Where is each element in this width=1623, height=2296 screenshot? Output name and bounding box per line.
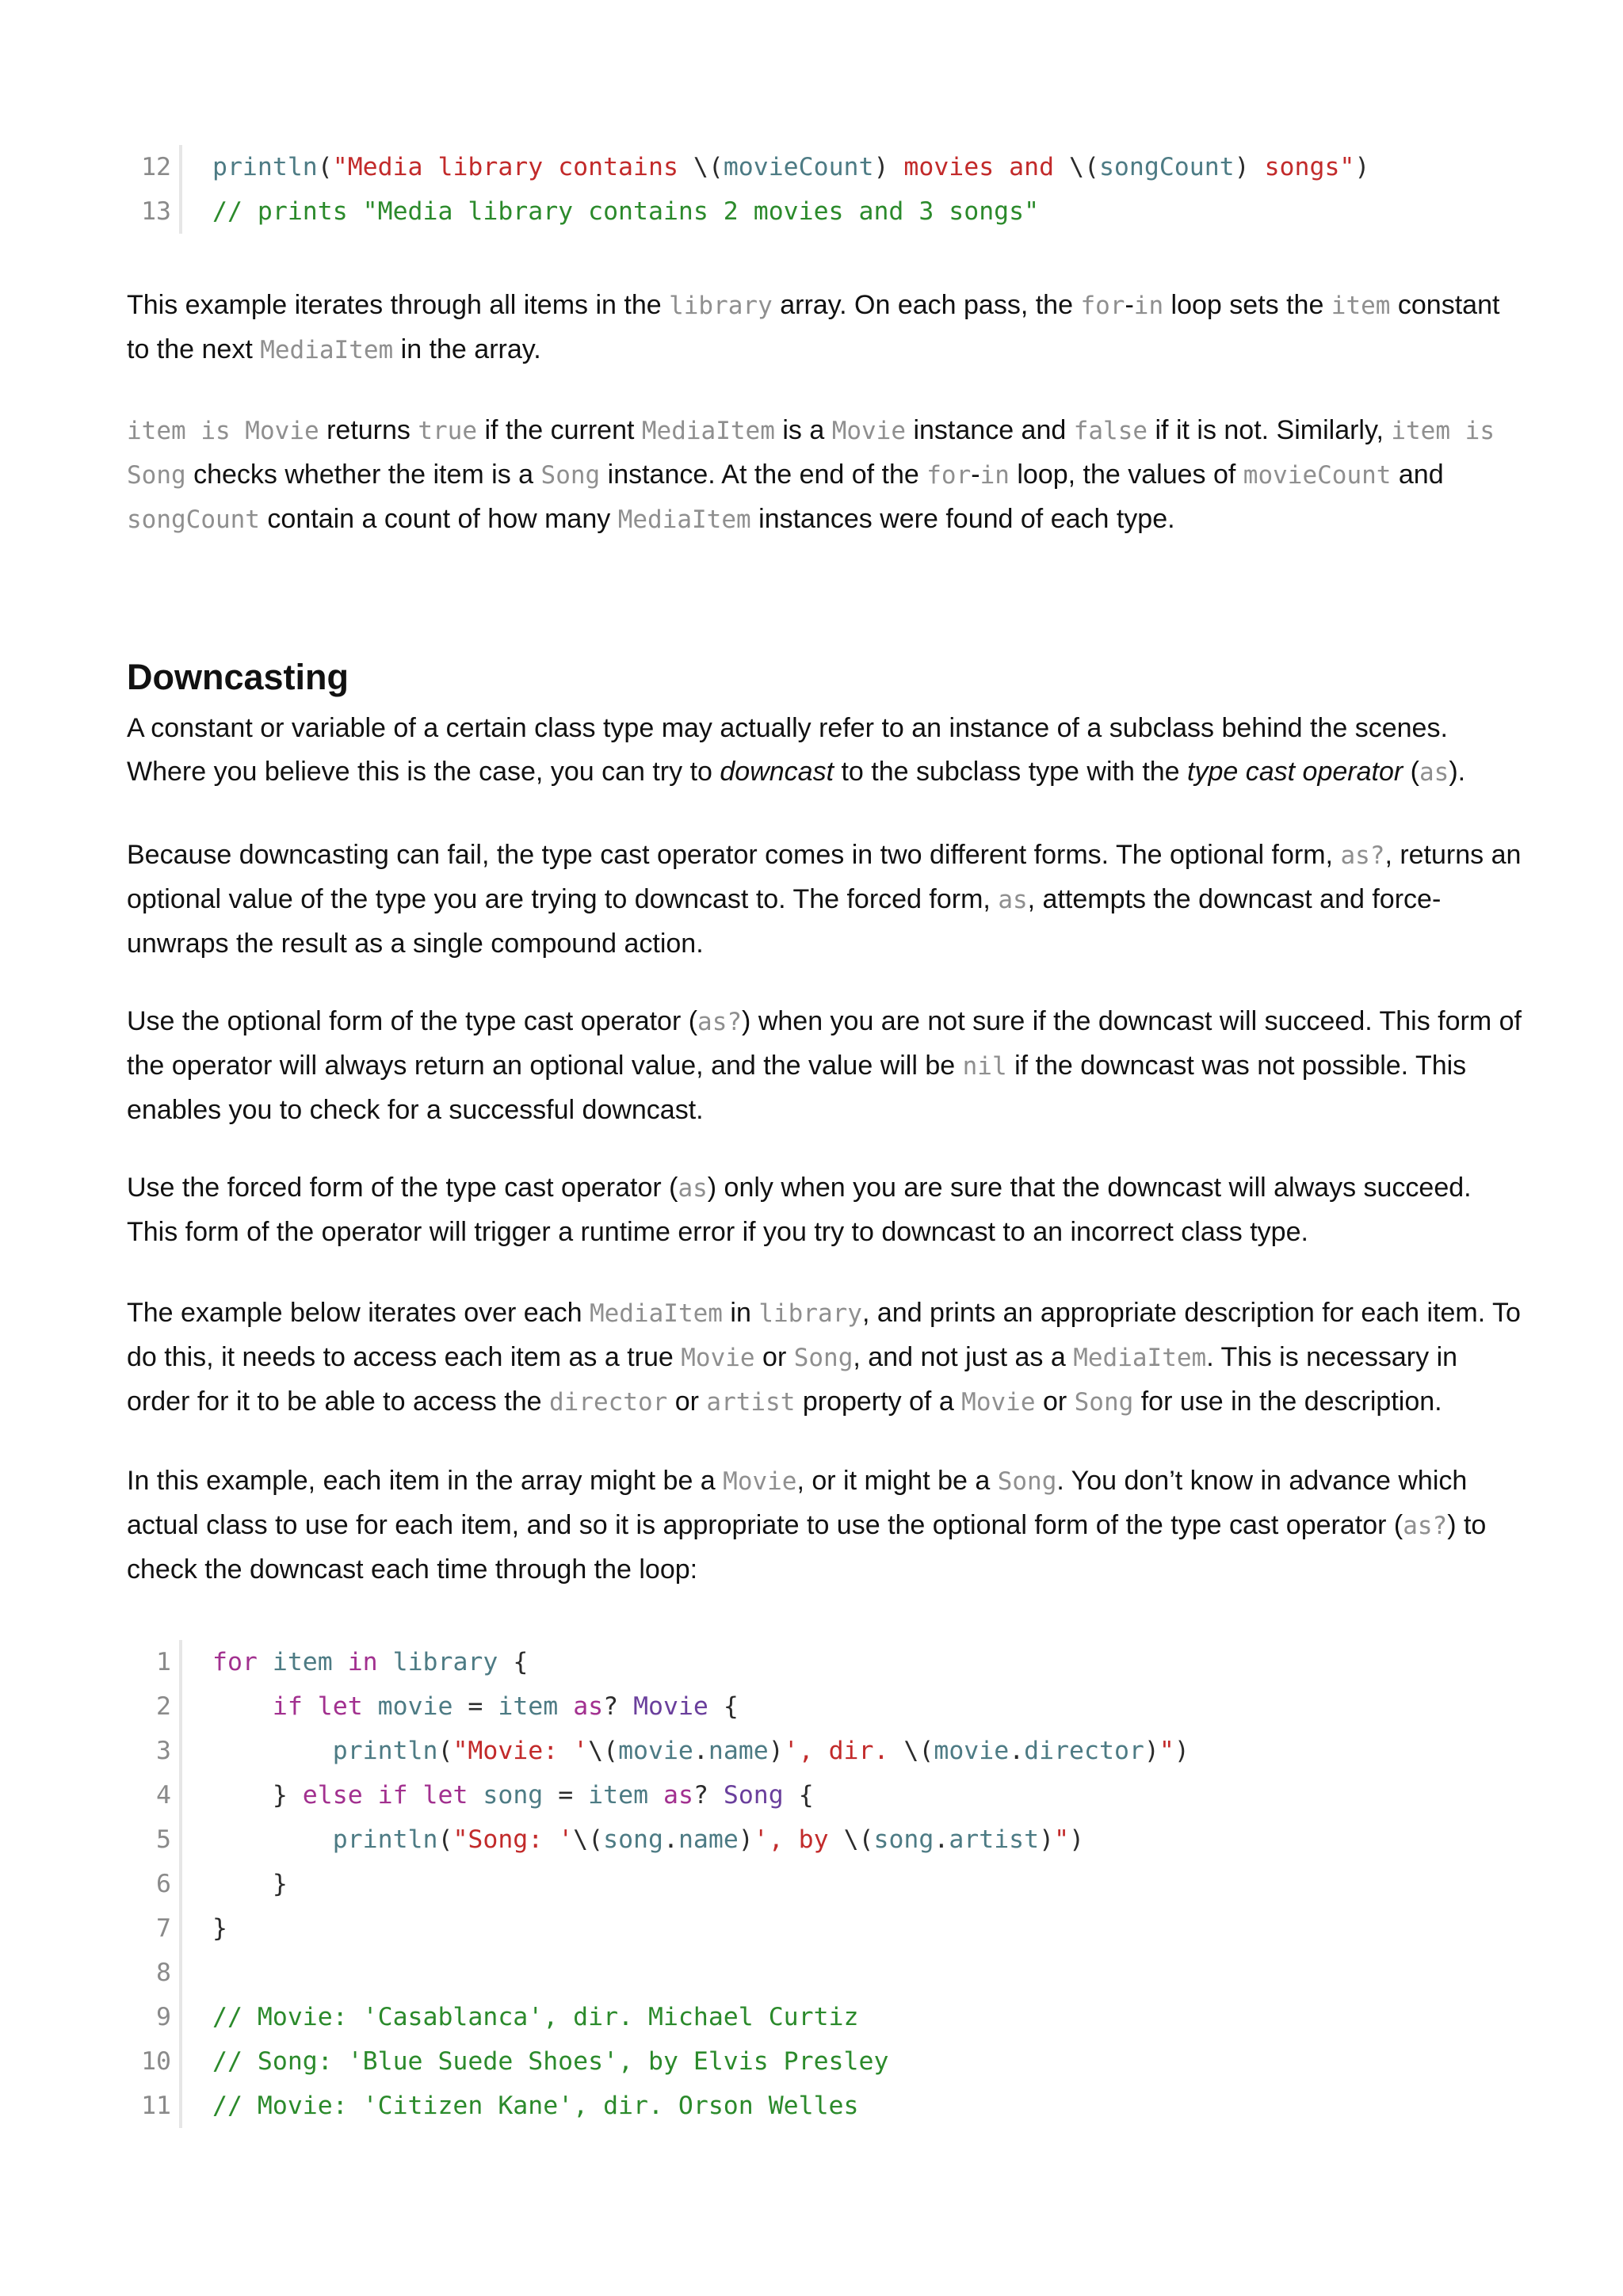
code-token: ) <box>1039 1825 1055 1854</box>
code-token: songs" <box>1249 153 1355 181</box>
paragraph-iteration <box>127 284 1522 372</box>
code-token: } <box>212 1781 303 1810</box>
inline-code: Song <box>997 1467 1057 1496</box>
paragraph-each-item <box>127 1459 1522 1592</box>
code-text <box>212 1640 528 1684</box>
code-token <box>212 1825 333 1854</box>
paragraph-text: ) when you are not sure if the downcast will succeed. This form of the operator will always return an optional value, and the value will be <box>127 1006 1522 1081</box>
paragraph-text: loop sets the <box>1163 290 1331 320</box>
code-token: songCount <box>1098 153 1235 181</box>
code-token: item <box>498 1692 559 1721</box>
paragraph-text: in <box>722 1298 759 1328</box>
code-token: movie <box>618 1737 693 1765</box>
inline-code: false <box>1073 417 1148 445</box>
paragraph-text: loop, the values of <box>1009 460 1243 490</box>
code-token: { <box>708 1692 739 1721</box>
line-number: 8 <box>156 1958 171 1987</box>
code-token: \( <box>588 1737 619 1765</box>
code-token <box>258 1648 273 1676</box>
line-number: 6 <box>156 1870 171 1898</box>
code-text <box>212 2084 858 2128</box>
code-token: { <box>498 1648 529 1676</box>
code-token: ) <box>1354 153 1370 181</box>
inline-code: in <box>1133 292 1164 320</box>
paragraph-text: ) to check the downcast each time through the loop: <box>127 1510 1487 1585</box>
paragraph-downcast-intro <box>127 707 1522 795</box>
code-text <box>212 1906 227 1951</box>
code-token: name <box>678 1825 739 1854</box>
code-token <box>363 1692 378 1721</box>
code-token: if <box>377 1781 408 1810</box>
inline-code: director <box>548 1388 668 1417</box>
paragraph-text: instance and <box>906 415 1074 445</box>
code-token: ) <box>738 1825 754 1854</box>
code-token: println <box>332 1825 438 1854</box>
inline-code: as <box>678 1174 708 1203</box>
code-token: director <box>1024 1737 1144 1765</box>
code-token <box>408 1781 423 1810</box>
line-number: 9 <box>156 2003 171 2031</box>
paragraph-text: if the current <box>477 415 642 445</box>
code-token: in <box>347 1648 378 1676</box>
inline-code: Movie <box>961 1388 1036 1417</box>
code-token: as <box>663 1781 693 1810</box>
code-text <box>212 1729 1190 1773</box>
inline-code: as <box>998 886 1028 914</box>
paragraph-text: , and not just as a <box>853 1342 1074 1372</box>
code-token: // Movie: 'Casablanca', dir. Michael Curtiz <box>212 2003 859 2031</box>
line-number: 11 <box>141 2092 171 2120</box>
code-token: = <box>453 1692 498 1721</box>
inline-code: for <box>1080 292 1125 320</box>
inline-code: movieCount <box>1243 461 1392 490</box>
code-token: ) <box>1174 1737 1190 1765</box>
paragraph-text: constant to the next <box>127 290 1500 364</box>
paragraph-text: ( <box>1403 757 1419 787</box>
line-number: 10 <box>141 2047 171 2076</box>
paragraph-text: . You don’t know in advance which actual class to use for each item, and so it is appropriate to use the optional form of the type cast operator ( <box>127 1466 1468 1540</box>
code-token: ) <box>1069 1825 1085 1854</box>
code-token: ) <box>873 153 889 181</box>
inline-code: as <box>1419 758 1449 787</box>
paragraph-text: , and prints an appropriate description for each item. To do this, it needs to access each item as a true <box>127 1298 1521 1372</box>
paragraph-text: In this example, each item in the array might be a <box>127 1466 724 1496</box>
code-gutter-rule <box>179 145 182 189</box>
inline-code: Song <box>540 461 601 490</box>
code-token: "Movie: ' <box>453 1737 589 1765</box>
code-token: movie <box>934 1737 1010 1765</box>
code-token: \( <box>1069 153 1099 181</box>
paragraph-text: is a <box>774 415 832 445</box>
code-token: println <box>332 1737 438 1765</box>
code-gutter-rule <box>179 1773 182 1817</box>
code-token: ) <box>768 1737 784 1765</box>
inline-code: MediaItem <box>1073 1344 1207 1372</box>
code-token: . <box>1009 1737 1025 1765</box>
code-token: ) <box>1234 153 1250 181</box>
code-token <box>212 1692 273 1721</box>
code-token: " <box>1159 1737 1174 1765</box>
paragraph-text: This example iterates through all items in the <box>127 290 670 320</box>
code-text <box>212 189 1039 234</box>
inline-code: nil <box>962 1052 1007 1081</box>
section-heading-downcasting: Downcasting <box>127 657 349 697</box>
line-number: 4 <box>156 1781 171 1810</box>
code-text <box>212 1684 739 1729</box>
code-text <box>212 145 1369 189</box>
paragraph-type-check <box>127 409 1522 542</box>
inline-code: as? <box>1340 841 1385 870</box>
paragraph-text: in the array. <box>393 334 541 364</box>
code-token: name <box>708 1737 769 1765</box>
line-number: 3 <box>156 1737 171 1765</box>
code-token: as <box>573 1692 604 1721</box>
code-token: ( <box>317 153 333 181</box>
inline-code: as? <box>1403 1512 1448 1540</box>
paragraph-text: Use the forced form of the type cast operator ( <box>127 1173 678 1203</box>
code-gutter-rule <box>179 1951 182 1995</box>
code-token: // Song: 'Blue Suede Shoes', by Elvis Presley <box>212 2047 889 2076</box>
code-token <box>558 1692 573 1721</box>
line-number: 2 <box>156 1692 171 1721</box>
paragraph-text: array. On each pass, the <box>772 290 1081 320</box>
code-token: ? <box>693 1781 724 1810</box>
code-token: artist <box>949 1825 1040 1854</box>
code-token: \( <box>843 1825 874 1854</box>
code-token: \( <box>903 1737 934 1765</box>
paragraph-text: instance. At the end of the <box>600 460 927 490</box>
inline-code: as? <box>697 1008 743 1036</box>
code-token: " <box>1054 1825 1070 1854</box>
line-number: 7 <box>156 1914 171 1943</box>
code-token: Movie <box>633 1692 708 1721</box>
code-token <box>333 1648 348 1676</box>
paragraph-text: or <box>754 1342 794 1372</box>
inline-code: MediaItem <box>617 505 751 534</box>
code-token: // Movie: 'Citizen Kane', dir. Orson Welles <box>212 2092 859 2120</box>
inline-code: artist <box>706 1388 796 1417</box>
code-token: item <box>588 1781 649 1810</box>
code-token: Song <box>723 1781 784 1810</box>
paragraph-text: - <box>1125 290 1134 320</box>
paragraph-text: ). <box>1449 757 1466 787</box>
inline-code: Movie <box>831 417 907 445</box>
paragraph-text: , or it might be a <box>796 1466 998 1496</box>
inline-code: Movie <box>681 1344 755 1372</box>
code-token: ( <box>437 1825 453 1854</box>
code-token: song <box>483 1781 544 1810</box>
inline-code: for <box>926 461 972 490</box>
paragraph-two-forms <box>127 833 1522 966</box>
code-gutter-rule <box>179 1640 182 1684</box>
paragraph-text: , returns an optional value of the type you are trying to downcast to. The forced form, <box>127 840 1522 914</box>
code-token: // prints "Media library contains 2 movies and 3 songs" <box>212 197 1040 226</box>
paragraph-optional-form <box>127 1000 1522 1132</box>
code-token: library <box>392 1648 498 1676</box>
code-token: ', dir. <box>783 1737 904 1765</box>
code-token: } <box>212 1914 227 1943</box>
code-token: \( <box>693 153 724 181</box>
inline-code: songCount <box>127 505 260 534</box>
code-token: { <box>783 1781 814 1810</box>
code-text <box>212 1773 814 1817</box>
paragraph-text: . This is necessary in order for it to be able to access the <box>127 1342 1458 1417</box>
code-token <box>378 1648 393 1676</box>
inline-code: in <box>980 461 1010 490</box>
line-number: 12 <box>141 153 171 181</box>
inline-code: item <box>1331 292 1391 320</box>
code-gutter-rule <box>179 1862 182 1906</box>
paragraph-text: The example below iterates over each <box>127 1298 590 1328</box>
paragraph-text: and <box>1391 460 1444 490</box>
paragraph-example-below <box>127 1291 1522 1425</box>
code-token: for <box>212 1648 258 1676</box>
code-token: . <box>693 1737 708 1765</box>
paragraph-text: , attempts the downcast and force-unwraps the result as a single compound action. <box>127 884 1442 959</box>
code-token <box>468 1781 483 1810</box>
code-token: \( <box>573 1825 604 1854</box>
inline-code: true <box>418 417 478 445</box>
code-gutter-rule <box>179 1684 182 1729</box>
code-token: "Song: ' <box>453 1825 574 1854</box>
code-gutter-rule <box>179 189 182 234</box>
code-token: movieCount <box>723 153 874 181</box>
inline-code: Movie <box>723 1467 797 1496</box>
code-gutter-rule <box>179 1995 182 2039</box>
code-token: } <box>212 1870 288 1898</box>
inline-code: Song <box>1074 1388 1134 1417</box>
paragraph-text: checks whether the item is a <box>185 460 541 490</box>
inline-code: item is Song <box>127 417 1495 490</box>
paragraph-text: or <box>1035 1386 1075 1417</box>
paragraph-text: or <box>667 1386 707 1417</box>
code-token: ? <box>603 1692 634 1721</box>
paragraph-text: for use in the description. <box>1133 1386 1442 1417</box>
paragraph-text: ) only when you are sure that the downcast will always succeed. This form of the operator will trigger a runtime error if you try to downcast to an incorrect class type. <box>127 1173 1472 1247</box>
inline-code: MediaItem <box>260 336 394 364</box>
code-token: ', by <box>753 1825 844 1854</box>
code-token: item <box>272 1648 333 1676</box>
code-token: if <box>272 1692 303 1721</box>
paragraph-text: - <box>971 460 980 490</box>
code-token: ( <box>437 1737 453 1765</box>
inline-code: library <box>758 1299 862 1328</box>
code-gutter-rule <box>179 2084 182 2128</box>
paragraph-text: instances were found of each type. <box>750 504 1175 534</box>
paragraph-forced-form <box>127 1166 1522 1254</box>
code-text <box>212 2039 888 2084</box>
code-gutter-rule <box>179 2039 182 2084</box>
code-token: let <box>317 1692 363 1721</box>
code-token: else <box>302 1781 363 1810</box>
inline-code: Song <box>793 1344 854 1372</box>
line-number: 5 <box>156 1825 171 1854</box>
code-token: . <box>663 1825 678 1854</box>
inline-code: library <box>669 292 773 320</box>
emphasis-text: type cast operator <box>1187 757 1403 787</box>
code-token: movies and <box>888 153 1070 181</box>
code-text <box>212 1817 1084 1862</box>
paragraph-text: returns <box>319 415 418 445</box>
code-token: "Media library contains <box>332 153 693 181</box>
code-token: println <box>212 153 318 181</box>
code-gutter-rule <box>179 1817 182 1862</box>
code-text <box>212 1995 858 2039</box>
paragraph-text: Use the optional form of the type cast operator ( <box>127 1006 698 1036</box>
code-gutter-rule <box>179 1729 182 1773</box>
paragraph-text: to the subclass type with the <box>834 757 1188 787</box>
paragraph-text: property of a <box>795 1386 962 1417</box>
code-token <box>212 1737 333 1765</box>
paragraph-text: A constant or variable of a certain class type may actually refer to an instance of a subclass behind the scenes. Where you believe this is the case, you can try to <box>127 713 1448 787</box>
code-token: song <box>873 1825 934 1854</box>
paragraph-text: if the downcast was not possible. This enables you to check for a successful downcast. <box>127 1051 1467 1125</box>
code-token: = <box>543 1781 589 1810</box>
code-token: ) <box>1144 1737 1159 1765</box>
code-token: . <box>934 1825 949 1854</box>
paragraph-text: if it is not. Similarly, <box>1148 415 1392 445</box>
code-token: movie <box>377 1692 453 1721</box>
line-number: 1 <box>156 1648 171 1676</box>
paragraph-text: Because downcasting can fail, the type cast operator comes in two different forms. The optional form, <box>127 840 1341 870</box>
line-number: 13 <box>141 197 171 226</box>
code-token <box>363 1781 378 1810</box>
code-gutter-rule <box>179 1906 182 1951</box>
inline-code: item is Movie <box>127 417 319 445</box>
code-token <box>648 1781 663 1810</box>
inline-code: MediaItem <box>589 1299 723 1328</box>
code-token: song <box>603 1825 663 1854</box>
code-token: let <box>422 1781 468 1810</box>
code-text <box>212 1862 288 1906</box>
emphasis-text: downcast <box>720 757 834 787</box>
inline-code: MediaItem <box>641 417 775 445</box>
code-token <box>303 1692 318 1721</box>
paragraph-text: contain a count of how many <box>259 504 618 534</box>
